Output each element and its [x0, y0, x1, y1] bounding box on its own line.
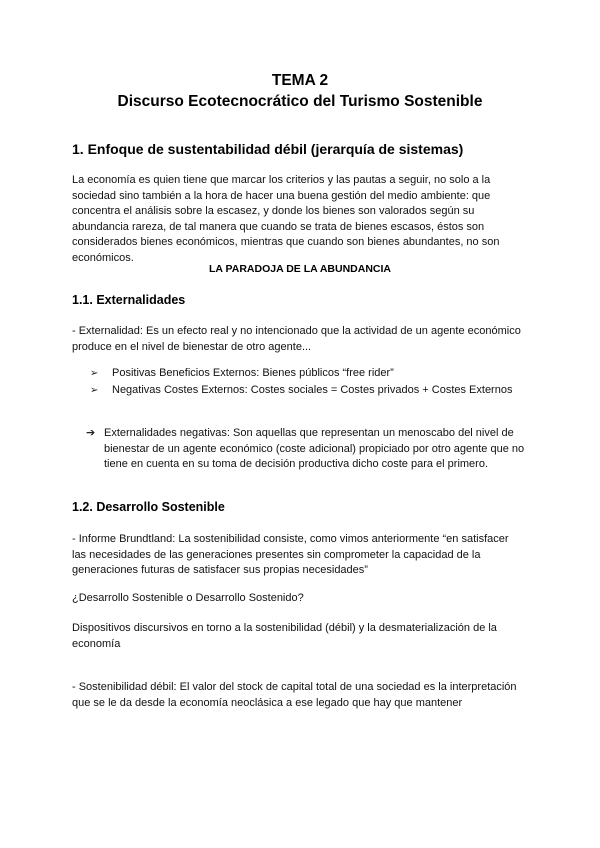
- sustainable-question: ¿Desarrollo Sostenible o Desarrollo Sostenido?: [72, 592, 304, 604]
- paragraph-line: La economía es quien tiene que marcar los criterios y las pautas a seguir, no solo a la: [72, 174, 491, 186]
- arrow-item-line: bienestar de un agente económico (coste adicional) propiciado por otro agente que no: [104, 442, 525, 455]
- paragraph-line: abundancia rareza, de tal manera que cuando se trata de bienes escasos, éstos son: [72, 220, 485, 233]
- externality-definition: [72, 324, 532, 355]
- arrow-item-line: tiene en cuenta en su toma de decisión productiva dicho coste para el primero.: [104, 458, 489, 471]
- paradox-heading: LA PARADOJA DE LA ABUNDANCIA: [209, 263, 391, 275]
- arrowhead-bullet-icon: ➢: [90, 368, 99, 379]
- bullet-text: Negativas Costes Externos: Costes sociales = Costes privados + Costes Externos: [112, 384, 513, 396]
- section-1-2-heading: 1.2. Desarrollo Sostenible: [72, 500, 225, 514]
- paragraph-line: que se le da desde la economía neoclásica a ese legado que hay que mantener: [72, 696, 463, 709]
- paragraph-line: - Informe Brundtland: La sostenibilidad consiste, como vimos anteriormente “en satisfacer: [72, 533, 509, 545]
- paragraph-line: concentra el análisis sobre la escasez, y donde los bienes son valorados según su: [72, 205, 475, 218]
- paragraph-line: las necesidades de las generaciones presentes sin comprometer la capacidad de la: [72, 548, 481, 561]
- right-arrow-icon: ➔: [86, 427, 96, 439]
- paragraph-line: considerados bienes económicos, mientras que cuando son bienes abundantes, no son: [72, 236, 500, 249]
- paragraph-line: produce en el nivel de bienestar de otro agente...: [72, 340, 312, 353]
- arrow-item-line: Externalidades negativas: Son aquellas que representan un menoscabo del nivel de: [104, 427, 514, 439]
- document-subtitle: Discurso Ecotecnocrático del Turismo Sostenible: [117, 93, 483, 110]
- bullet-text: Positivas Beneficios Externos: Bienes públicos “free rider”: [112, 367, 394, 379]
- document-title: TEMA 2: [271, 72, 329, 89]
- section-1-1-heading: 1.1. Externalidades: [72, 293, 186, 307]
- paragraph-line: - Externalidad: Es un efecto real y no intencionado que la actividad de un agente económico: [72, 325, 521, 337]
- brundtland-paragraph: [72, 532, 532, 579]
- arrowhead-bullet-icon: ➢: [90, 385, 99, 396]
- bullet-item-negative: [90, 383, 512, 399]
- section-1-heading: 1. Enfoque de sustentabilidad débil (jerarquía de sistemas): [72, 141, 464, 157]
- paragraph-line: sociedad sino también a la hora de hacer una buena gestión del medio ambiente: que: [72, 189, 491, 202]
- dispositivos-paragraph: [72, 621, 532, 652]
- paragraph-line: generaciones futuras de satisfacer sus propias necesidades”: [72, 564, 368, 577]
- paragraph-line: economía: [72, 637, 121, 650]
- paragraph-line: Dispositivos discursivos en torno a la sostenibilidad (débil) y la desmaterialización de la: [72, 622, 497, 634]
- paragraph-line: económicos.: [72, 251, 134, 264]
- section-1-paragraph: [72, 173, 532, 267]
- bullet-item-positive: [90, 366, 394, 382]
- paragraph-line: - Sostenibilidad débil: El valor del stock de capital total de una sociedad es la interpretación: [72, 681, 517, 693]
- weak-sustainability-paragraph: [72, 680, 532, 711]
